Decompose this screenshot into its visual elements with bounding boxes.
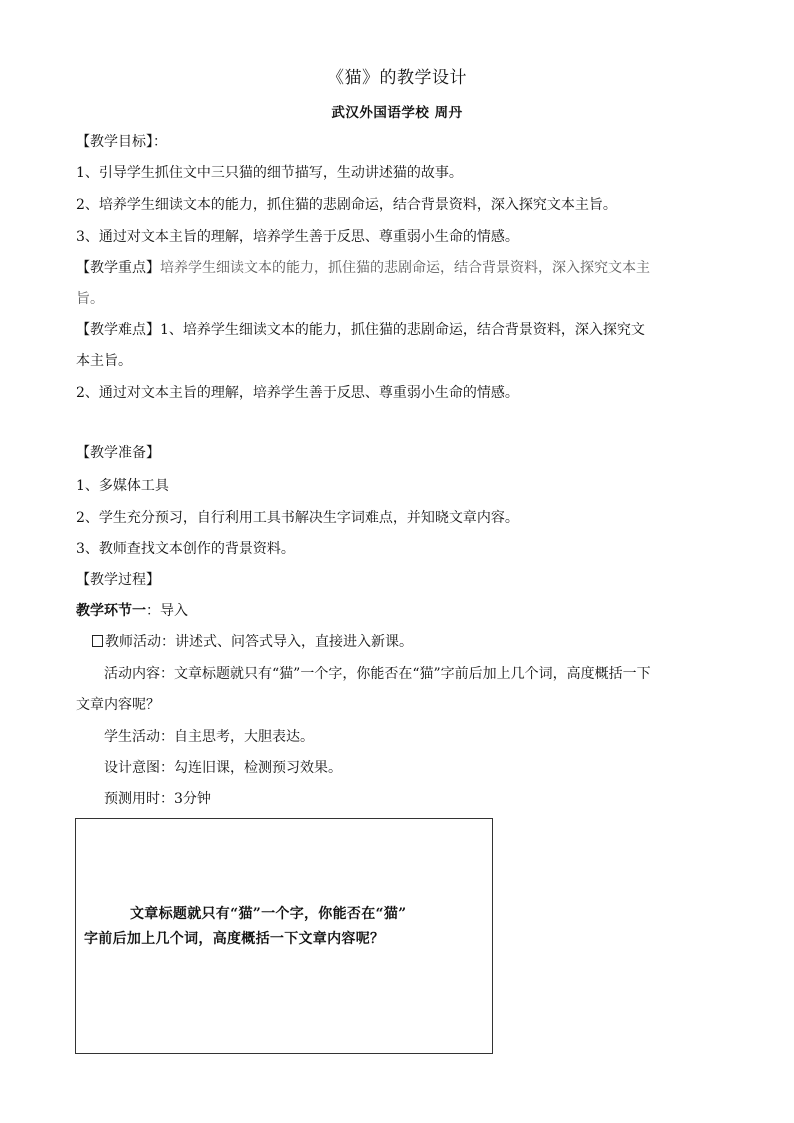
difficulties-line-1 (76, 320, 736, 340)
teacher-activity: 教师活动：讲述式、问答式导入，直接进入新课。 (105, 634, 413, 650)
student-activity: 学生活动：自主思考，大胆表达。 (104, 729, 314, 745)
preparation-heading: 【教学准备】 (76, 445, 160, 461)
key-points-text: 培养学生细读文本的能力，抓住猫的悲剧命运，结合背景资料，深入探究文本主 (160, 260, 650, 276)
difficulties-label: 【教学难点】 (76, 322, 160, 338)
preparation-item-2: 2、学生充分预习，自行利用工具书解决生字词难点，并知晓文章内容。 (76, 510, 519, 526)
difficulties-text-1: 1、培养学生细读文本的能力，抓住猫的悲剧命运，结合背景资料，深入探究文 (160, 322, 645, 338)
difficulties-line-2: 本主旨。 (76, 353, 132, 369)
key-points-line-2: 旨。 (76, 291, 104, 307)
author-line: 武汉外国语学校 周丹 (331, 105, 463, 121)
slide-text-line-2: 字前后加上几个词，高度概括一下文章内容呢？ (84, 931, 385, 947)
difficulties-line-3: 2、通过对文本主旨的理解，培养学生善于反思、尊重弱小生命的情感。 (76, 385, 519, 401)
preparation-item-1: 1、多媒体工具 (76, 478, 169, 494)
estimated-time: 预测用时：3分钟 (104, 791, 211, 807)
design-intent: 设计意图：勾连旧课，检测预习效果。 (104, 760, 342, 776)
activity-content-line-1: 活动内容：文章标题就只有“猫”一个字，你能否在“猫”字前后加上几个词，高度概括一下 (104, 666, 651, 682)
slide-frame (75, 818, 493, 1054)
objective-item-3: 3、通过对文本主旨的理解，培养学生善于反思、尊重弱小生命的情感。 (76, 229, 519, 245)
step-one-title: ：导入 (146, 603, 188, 619)
teacher-activity-line (92, 632, 752, 652)
process-heading: 【教学过程】 (76, 572, 160, 588)
step-one-label: 教学环节一 (76, 603, 146, 619)
objective-item-1: 1、引导学生抓住文中三只猫的细节描写，生动讲述猫的故事。 (76, 165, 463, 181)
activity-content-line-2: 文章内容呢？ (76, 697, 160, 713)
document-title: 《猫》的教学设计 (327, 68, 467, 88)
step-one-line (76, 601, 736, 621)
slide-text-line-1: 文章标题就只有“猫”一个字，你能否在“猫” (130, 906, 407, 922)
checkbox-icon (92, 635, 103, 647)
key-points-label: 【教学重点】 (76, 260, 160, 276)
objective-item-2: 2、培养学生细读文本的能力，抓住猫的悲剧命运，结合背景资料，深入探究文本主旨。 (76, 197, 617, 213)
key-points-line-1 (76, 258, 736, 278)
objectives-heading: 【教学目标】： (76, 134, 167, 150)
preparation-item-3: 3、教师查找文本创作的背景资料。 (76, 541, 295, 557)
